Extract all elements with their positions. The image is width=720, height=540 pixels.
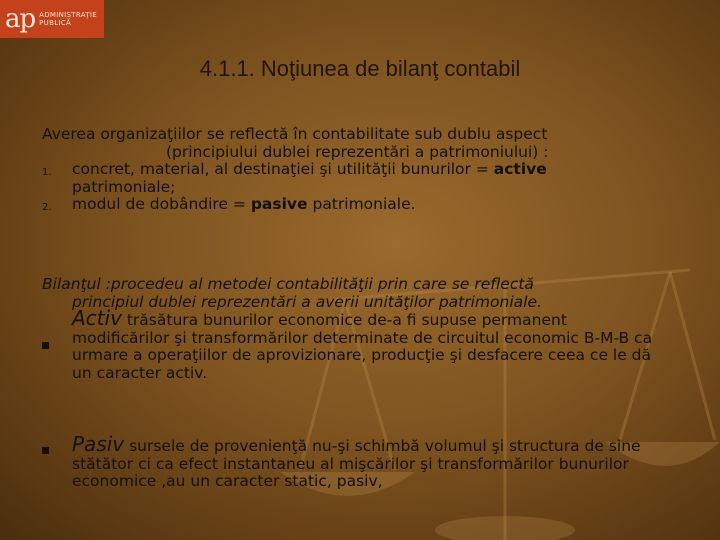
bullet-text: Pasiv sursele de provenienţă nu-şi schimbă volumul şi structura de sine stătător ci ca efect instantaneu al mişcărilor şi transformărilor bunurilor economice ,au un caracter static, pasiv,	[72, 432, 641, 490]
bullet-text: Activ trăsătura bunurilor economice de-a fi supuse permanent modificărilor şi transformărilor determinate de circuitul economic B-M-B ca urmare a operaţiilor de aprovizionare, producţie şi desfacere ceea ce le dă un caracter activ.	[72, 306, 653, 382]
logo-line-1: ADMINISTRAȚIE	[39, 11, 97, 19]
item-text: modul de dobândire = pasive patrimoniale.	[72, 195, 416, 213]
bullet-keyword: Activ	[72, 306, 122, 330]
bullet-activ	[42, 306, 682, 382]
logo	[0, 0, 104, 38]
balance-sheet-definition	[42, 276, 662, 311]
numbered-item	[42, 161, 602, 196]
intro-line-1: Averea organizaţiilor se reflectă în contabilitate sub dublu aspect	[42, 125, 548, 143]
definition-line-1: Bilanţul :procedeu al metodei contabilităţii prin care se reflectă	[42, 275, 534, 293]
item-number: 1.	[42, 167, 52, 178]
logo-mark: ap	[5, 4, 36, 34]
bullet-square-icon	[42, 447, 49, 454]
intro-paragraph	[42, 126, 602, 217]
logo-line-2: PUBLICĂ	[39, 19, 72, 27]
item-number: 2.	[42, 202, 52, 213]
slide-title: 4.1.1. Noţiunea de bilanţ contabil	[199, 56, 521, 81]
definition-line-2: principiul dublei reprezentări a averii unităţilor patrimoniale.	[72, 292, 542, 311]
bullet-square-icon	[42, 342, 49, 349]
item-text: concret, material, al destinaţiei şi utilităţii bunurilor = active patrimoniale;	[72, 160, 547, 196]
intro-line-2: (principiului dublei reprezentări a patrimoniului) :	[166, 142, 549, 161]
bullet-keyword: Pasiv	[72, 432, 125, 456]
bullet-pasiv	[42, 432, 682, 491]
numbered-item	[42, 196, 602, 217]
logo-text	[39, 11, 97, 27]
